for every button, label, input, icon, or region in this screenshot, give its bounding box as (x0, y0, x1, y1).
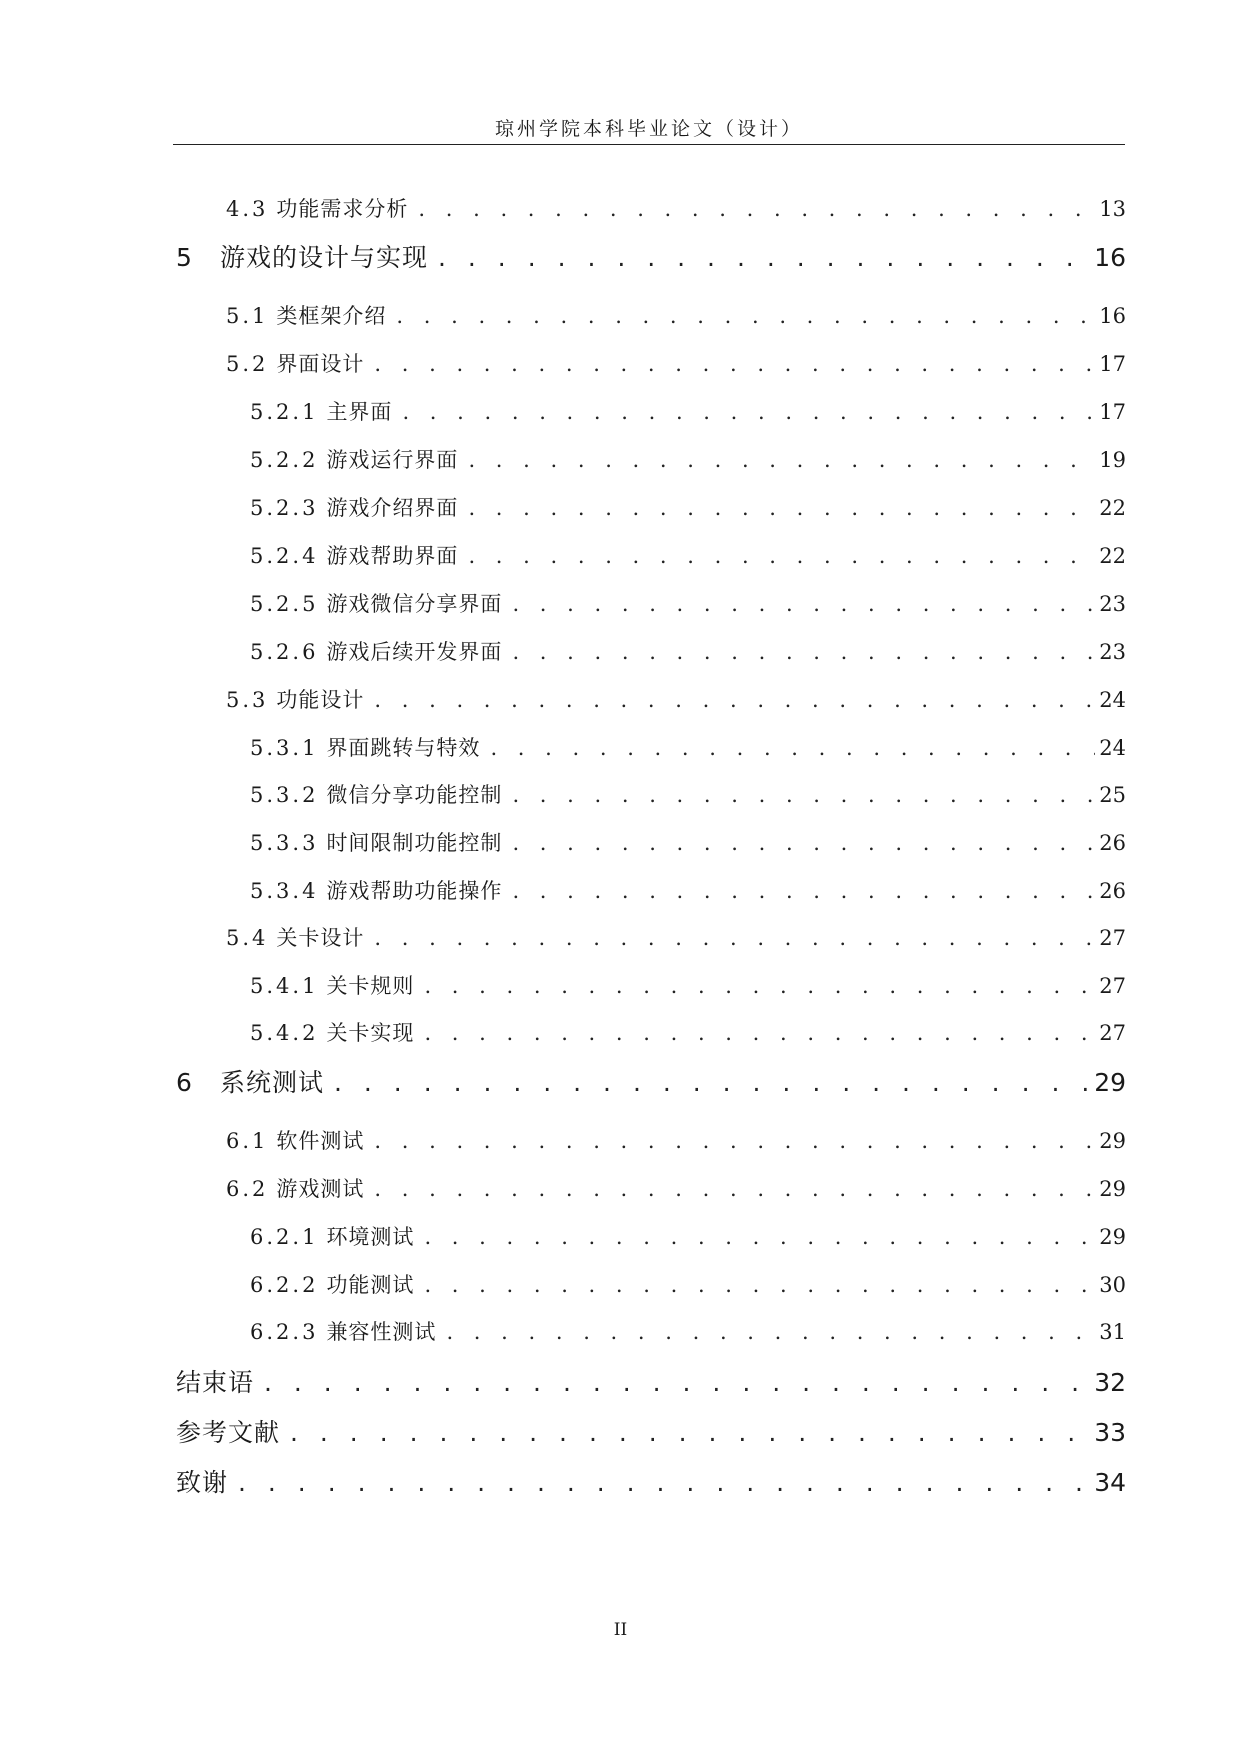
toc-entry-number: 5.2.5 (250, 592, 319, 616)
toc-entry[interactable] (250, 588, 1126, 618)
toc-entry-page: 27 (1099, 1021, 1126, 1045)
toc-entry-title: 游戏后续开发界面 (326, 640, 503, 664)
toc-entry-page: 29 (1099, 1225, 1126, 1249)
toc-entry-title: 微信分享功能控制 (326, 783, 503, 807)
toc-dot-leader (290, 1418, 1090, 1447)
toc-entry-page: 25 (1099, 783, 1126, 807)
toc-entry-page: 27 (1099, 974, 1126, 998)
toc-dot-leader (374, 926, 1095, 950)
toc-entry[interactable] (226, 348, 1126, 378)
toc-dot-leader (512, 592, 1095, 616)
toc-dot-leader (264, 1368, 1090, 1397)
toc-entry[interactable] (176, 238, 1126, 272)
toc-entry-number: 5.2.2 (250, 448, 319, 472)
toc-entry-title: 软件测试 (276, 1129, 365, 1153)
toc-entry-title: 兼容性测试 (326, 1320, 437, 1344)
toc-dot-leader (374, 352, 1095, 376)
toc-entry-page: 24 (1099, 736, 1126, 760)
toc-entry-title: 致谢 (176, 1468, 229, 1497)
toc-entry-page: 17 (1099, 352, 1126, 376)
toc-entry-title: 游戏帮助功能操作 (326, 879, 503, 903)
toc-entry-number: 5.2.4 (250, 544, 319, 568)
toc-entry-title: 时间限制功能控制 (326, 831, 503, 855)
toc-entry-page: 30 (1099, 1273, 1126, 1297)
toc-entry-title: 游戏的设计与实现 (220, 243, 429, 272)
toc-dot-leader (424, 1021, 1095, 1045)
toc-entry-number: 6.2.3 (250, 1320, 319, 1344)
toc-entry[interactable] (226, 193, 1126, 223)
toc-entry-title: 参考文献 (176, 1418, 281, 1447)
toc-entry[interactable] (250, 396, 1126, 426)
toc-entry[interactable] (250, 732, 1126, 762)
toc-entry-page: 26 (1099, 879, 1126, 903)
toc-dot-leader (424, 1273, 1095, 1297)
toc-dot-leader (512, 783, 1095, 807)
toc-entry[interactable] (250, 492, 1126, 522)
toc-entry[interactable] (250, 827, 1126, 857)
toc-entry-page: 31 (1099, 1320, 1126, 1344)
toc-entry[interactable] (176, 1463, 1126, 1497)
toc-dot-leader (424, 974, 1095, 998)
toc-entry[interactable] (250, 540, 1126, 570)
toc-entry-title: 关卡设计 (276, 926, 365, 950)
toc-entry-page: 16 (1094, 243, 1126, 272)
toc-entry[interactable] (176, 1363, 1126, 1397)
toc-dot-leader (490, 736, 1095, 760)
toc-entry[interactable] (250, 444, 1126, 474)
toc-entry-number: 5.3 (226, 688, 269, 712)
toc-entry-page: 32 (1094, 1368, 1126, 1397)
toc-dot-leader (512, 831, 1095, 855)
toc-entry-page: 29 (1094, 1068, 1126, 1097)
toc-entry-page: 34 (1094, 1468, 1126, 1497)
toc-entry-title: 功能测试 (326, 1273, 415, 1297)
toc-entry[interactable] (226, 684, 1126, 714)
toc-dot-leader (468, 496, 1095, 520)
toc-entry-number: 5.1 (226, 304, 269, 328)
running-header: 琼州学院本科毕业论文（设计） (494, 118, 803, 140)
toc-entry-title: 界面设计 (276, 352, 365, 376)
toc-entry-page: 27 (1099, 926, 1126, 950)
toc-entry-page: 13 (1099, 197, 1126, 221)
toc-entry-title: 界面跳转与特效 (326, 736, 481, 760)
toc-entry[interactable] (250, 1269, 1126, 1299)
toc-dot-leader (512, 640, 1095, 664)
toc-dot-leader (418, 197, 1095, 221)
toc-entry[interactable] (226, 1125, 1126, 1155)
toc-dot-leader (374, 688, 1095, 712)
toc-entry-number: 5 (176, 243, 192, 272)
toc-dot-leader (402, 400, 1095, 424)
toc-entry-number: 5.2.1 (250, 400, 319, 424)
toc-entry[interactable] (226, 922, 1126, 952)
toc-entry-number: 6.2.2 (250, 1273, 319, 1297)
toc-entry-title: 主界面 (326, 400, 393, 424)
toc-entry-page: 23 (1099, 592, 1126, 616)
toc-entry-title: 环境测试 (326, 1225, 415, 1249)
toc-dot-leader (374, 1129, 1095, 1153)
toc-entry-title: 游戏测试 (276, 1177, 365, 1201)
toc-entry-page: 33 (1094, 1418, 1126, 1447)
toc-entry-title: 系统测试 (220, 1068, 325, 1097)
toc-entry[interactable] (226, 300, 1126, 330)
toc-entry[interactable] (250, 970, 1126, 1000)
toc-entry[interactable] (250, 636, 1126, 666)
header-divider (173, 144, 1125, 145)
toc-entry-title: 功能设计 (276, 688, 365, 712)
toc-dot-leader (334, 1068, 1090, 1097)
toc-entry-page: 29 (1099, 1177, 1126, 1201)
toc-entry-page: 24 (1099, 688, 1126, 712)
toc-entry-number: 5.2.6 (250, 640, 319, 664)
toc-entry-number: 5.2.3 (250, 496, 319, 520)
toc-dot-leader (424, 1225, 1095, 1249)
toc-entry[interactable] (250, 1316, 1126, 1346)
toc-entry-page: 17 (1099, 400, 1126, 424)
toc-entry-number: 5.2 (226, 352, 269, 376)
toc-entry-page: 26 (1099, 831, 1126, 855)
toc-entry-page: 16 (1099, 304, 1126, 328)
toc-entry-page: 23 (1099, 640, 1126, 664)
toc-dot-leader (374, 1177, 1095, 1201)
toc-entry-number: 6.1 (226, 1129, 269, 1153)
toc-entry-number: 5.3.4 (250, 879, 319, 903)
page-number: II (613, 1620, 628, 1640)
toc-dot-leader (446, 1320, 1095, 1344)
toc-dot-leader (468, 544, 1095, 568)
toc-entry-page: 22 (1099, 496, 1126, 520)
toc-entry[interactable] (250, 1221, 1126, 1251)
toc-entry-number: 6 (176, 1068, 192, 1097)
toc-entry-title: 关卡规则 (326, 974, 415, 998)
toc-entry-page: 19 (1099, 448, 1126, 472)
toc-entry-number: 5.4.1 (250, 974, 319, 998)
toc-entry-number: 5.4 (226, 926, 269, 950)
toc-entry-number: 5.3.3 (250, 831, 319, 855)
toc-entry[interactable] (176, 1413, 1126, 1447)
toc-dot-leader (396, 304, 1095, 328)
toc-entry-number: 5.3.2 (250, 783, 319, 807)
toc-entry-title: 关卡实现 (326, 1021, 415, 1045)
toc-entry[interactable] (176, 1063, 1126, 1097)
toc-entry-title: 结束语 (176, 1368, 255, 1397)
toc-entry-title: 游戏微信分享界面 (326, 592, 503, 616)
toc-entry-title: 游戏介绍界面 (326, 496, 459, 520)
toc-entry-title: 游戏运行界面 (326, 448, 459, 472)
toc-entry-title: 游戏帮助界面 (326, 544, 459, 568)
toc-dot-leader (438, 243, 1090, 272)
toc-entry[interactable] (250, 1017, 1126, 1047)
toc-entry[interactable] (250, 779, 1126, 809)
toc-entry[interactable] (250, 875, 1126, 905)
toc-entry-page: 22 (1099, 544, 1126, 568)
toc-entry-number: 5.3.1 (250, 736, 319, 760)
toc-entry-page: 29 (1099, 1129, 1126, 1153)
toc-entry-number: 6.2.1 (250, 1225, 319, 1249)
toc-entry-title: 功能需求分析 (276, 197, 409, 221)
toc-entry-number: 5.4.2 (250, 1021, 319, 1045)
toc-entry-title: 类框架介绍 (276, 304, 387, 328)
toc-entry[interactable] (226, 1173, 1126, 1203)
toc-entry-number: 4.3 (226, 197, 269, 221)
toc-entry-number: 6.2 (226, 1177, 269, 1201)
toc-dot-leader (238, 1468, 1090, 1497)
toc-dot-leader (468, 448, 1095, 472)
toc-dot-leader (512, 879, 1095, 903)
